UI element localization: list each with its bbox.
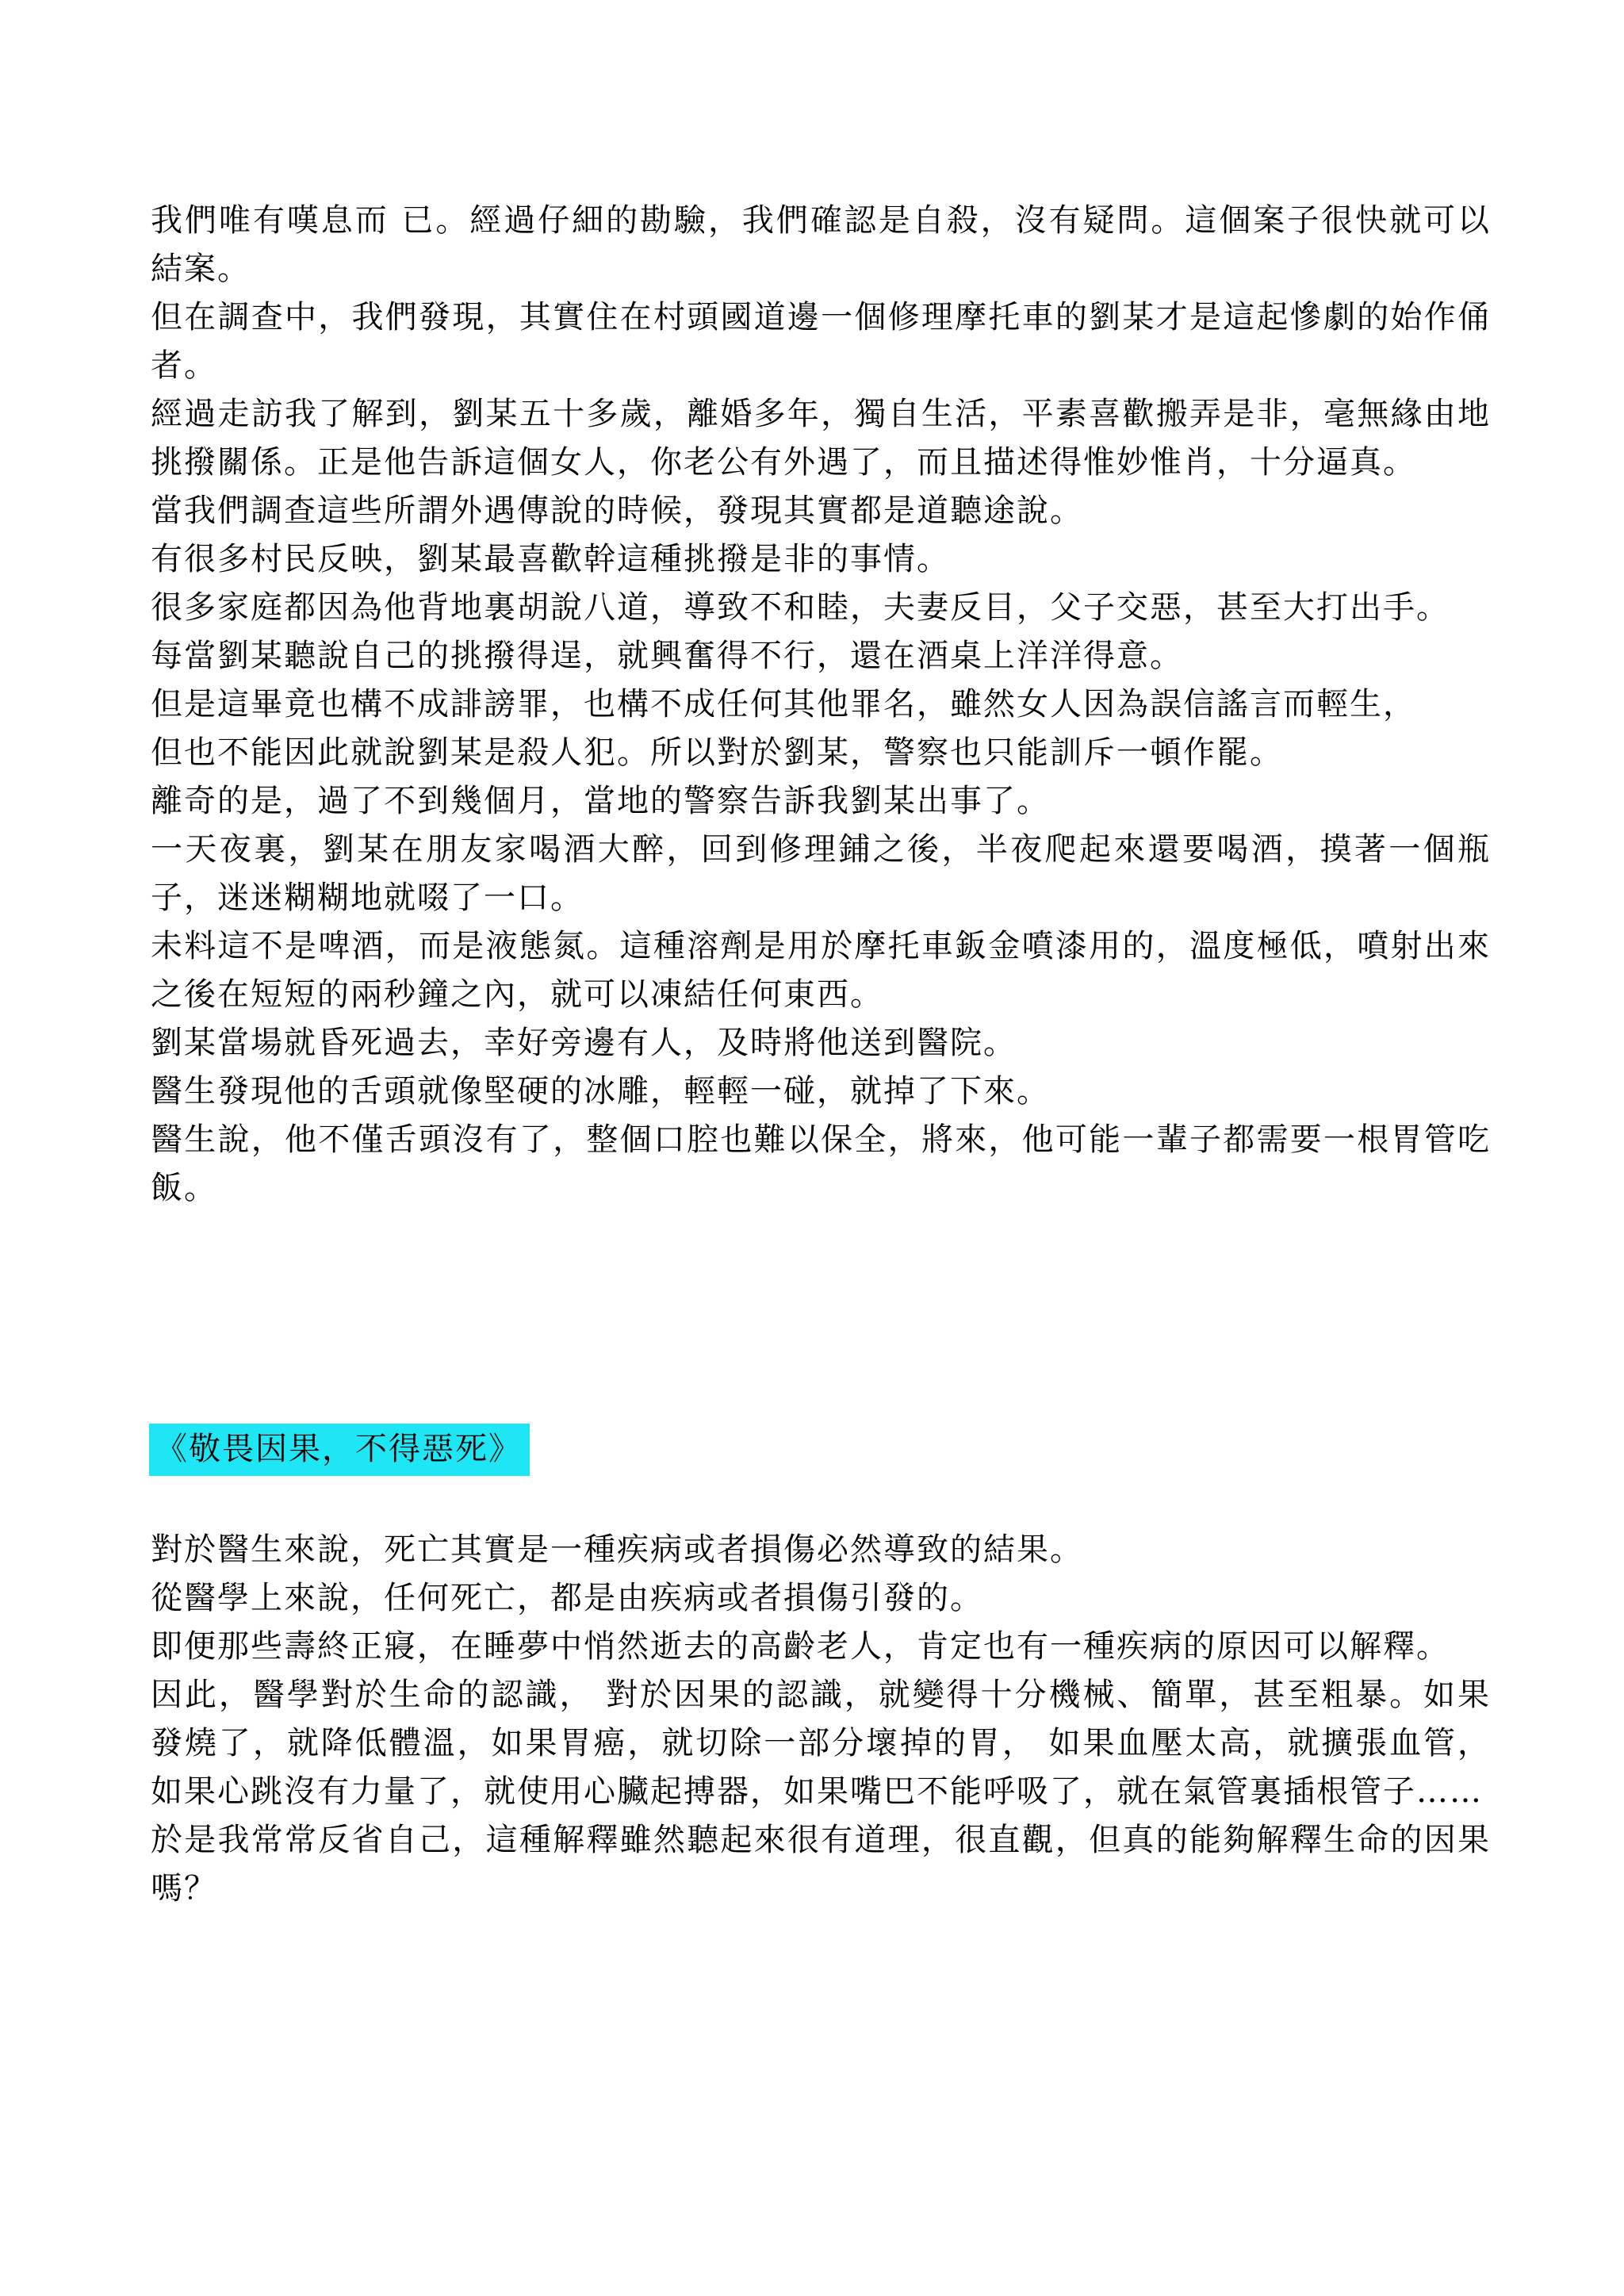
paragraph: 劉某當場就昏死過去，幸好旁邊有人，及時將他送到醫院。 [151, 1025, 1017, 1061]
paragraph: 醫生發現他的舌頭就像堅硬的冰雕，輕輕一碰，就掉了下來。 [151, 1073, 1050, 1110]
paragraph: 但也不能因此就說劉某是殺人犯。所以對於劉某，警察也只能訓斥一頓作罷。 [151, 734, 1283, 771]
paragraph: 一天夜裏，劉某在朋友家喝酒大醉，回到修理鋪之後，半夜爬起來還要喝酒，摸著一個瓶子，迷迷糊糊地就啜了一口。 [151, 831, 1491, 916]
paragraph: 每當劉某聽說自己的挑撥得逞，就興奮得不行，還在酒桌上洋洋得意。 [151, 638, 1183, 674]
section-heading-container [149, 1424, 530, 1476]
paragraph: 很多家庭都因為他背地裏胡說八道，導致不和睦，夫妻反目，父子交惡，甚至大打出手。 [151, 589, 1450, 626]
body-text-section-1 [151, 197, 1491, 1213]
section-heading: 《敬畏因果，不得惡死》 [149, 1424, 530, 1476]
paragraph: 未料這不是啤酒，而是液態氮。這種溶劑是用於摩托車鈑金噴漆用的，溫度極低，噴射出來之後在短短的兩秒鐘之內，就可以凍結任何東西。 [151, 928, 1491, 1013]
paragraph: 但是這畢竟也構不成誹謗罪，也構不成任何其他罪名，雖然女人因為誤信謠言而輕生， [151, 686, 1416, 723]
paragraph: 我們唯有嘆息而 已。經過仔細的勘驗，我們確認是自殺，沒有疑問。這個案子很快就可以結案。 [151, 202, 1491, 287]
paragraph: 有很多村民反映，劉某最喜歡幹這種挑撥是非的事情。 [151, 541, 950, 577]
paragraph: 從醫學上來說，任何死亡，都是由疾病或者損傷引發的。 [151, 1580, 983, 1616]
paragraph: 因此，醫學對於生命的認識， 對於因果的認識，就變得十分機械、簡單，甚至粗暴。如果發燒了，就降低體溫，如果胃癌，就切除一部分壞掉的胃， 如果血壓太高，就擴張血管，如果心跳沒有力量了，就使用心臟起搏器，如果嘴巴不能呼吸了，就在氣管裏插根管子…… [151, 1677, 1491, 1810]
body-text-section-2 [151, 1526, 1491, 1913]
paragraph: 但在調查中，我們發現，其實住在村頭國道邊一個修理摩托車的劉某才是這起慘劇的始作俑者。 [151, 299, 1491, 384]
paragraph: 當我們調查這些所謂外遇傳說的時候，發現其實都是道聽途說。 [151, 493, 1083, 529]
paragraph: 即便那些壽終正寢，在睡夢中悄然逝去的高齡老人，肯定也有一種疾病的原因可以解釋。 [151, 1628, 1450, 1665]
paragraph: 對於醫生來說，死亡其實是一種疾病或者損傷必然導致的結果。 [151, 1531, 1083, 1568]
paragraph: 經過走訪我了解到，劉某五十多歲，離婚多年，獨自生活，平素喜歡搬弄是非，毫無緣由地挑撥關係。正是他告訴這個女人，你老公有外遇了，而且描述得惟妙惟肖，十分逼真。 [151, 396, 1491, 481]
paragraph: 於是我常常反省自己，這種解釋雖然聽起來很有道理，很直觀，但真的能夠解釋生命的因果嗎？ [151, 1822, 1491, 1907]
paragraph: 離奇的是，過了不到幾個月，當地的警察告訴我劉某出事了。 [151, 783, 1050, 819]
paragraph: 醫生說，他不僅舌頭沒有了，整個口腔也難以保全，將來，他可能一輩子都需要一根胃管吃飯。 [151, 1121, 1491, 1206]
